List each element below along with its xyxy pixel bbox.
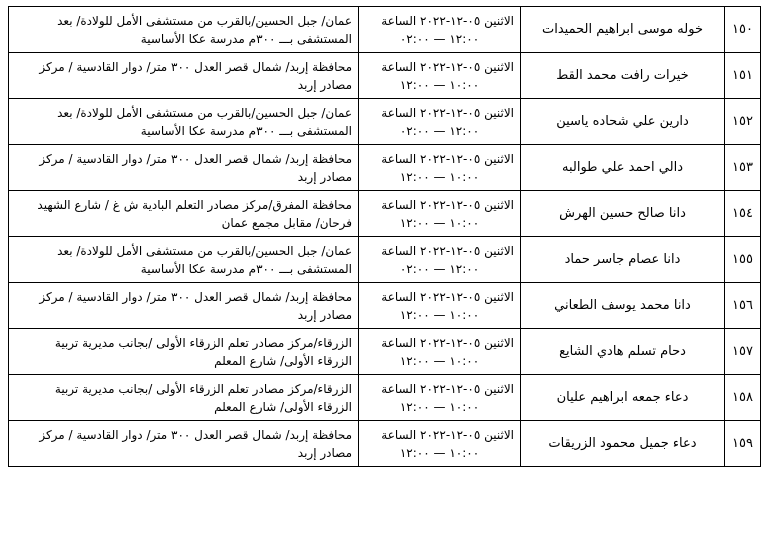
row-number: ١٥٤ bbox=[732, 205, 753, 221]
location-cell bbox=[9, 237, 359, 283]
location-cell bbox=[9, 375, 359, 421]
location-cell bbox=[9, 191, 359, 237]
location-line-1: الزرقاء/مركز مصادر تعلم الزرقاء الأولى /بجانب مديرية تربية bbox=[54, 381, 352, 396]
exam-date: الاثنين ٠٥-١٢-٢٠٢٢ الساعة bbox=[381, 59, 514, 74]
location-line-1: محافظة إربد/ شمال قصر العدل ٣٠٠ متر/ دوار القادسية / مركز bbox=[39, 59, 352, 74]
exam-time: ١٠:٠٠ — ١٢:٠٠ bbox=[399, 353, 480, 368]
row-number: ١٥١ bbox=[732, 67, 753, 83]
name-cell bbox=[521, 145, 725, 191]
exam-date: الاثنين ٠٥-١٢-٢٠٢٢ الساعة bbox=[381, 197, 514, 212]
location-line-2: مصادر إربد bbox=[297, 169, 352, 184]
name-cell bbox=[521, 99, 725, 145]
applicant-name: خيرات رافت محمد القط bbox=[556, 67, 689, 83]
name-cell bbox=[521, 53, 725, 99]
row-number: ١٥٨ bbox=[732, 389, 753, 405]
row-number-cell bbox=[725, 283, 761, 329]
exam-date: الاثنين ٠٥-١٢-٢٠٢٢ الساعة bbox=[381, 289, 514, 304]
location-line-1: محافظة إربد/ شمال قصر العدل ٣٠٠ متر/ دوار القادسية / مركز bbox=[39, 289, 352, 304]
name-cell bbox=[521, 375, 725, 421]
exam-date: الاثنين ٠٥-١٢-٢٠٢٢ الساعة bbox=[381, 105, 514, 120]
exam-time: ١٠:٠٠ — ١٢:٠٠ bbox=[399, 307, 480, 322]
applicant-name: دانا صالح حسين الهرش bbox=[559, 205, 686, 221]
location-line-2: مصادر إربد bbox=[297, 77, 352, 92]
location-cell bbox=[9, 145, 359, 191]
location-line-2: المستشفى بـــ ٣٠٠م مدرسة عكا الأساسية bbox=[140, 31, 352, 46]
row-number-cell bbox=[725, 99, 761, 145]
location-cell bbox=[9, 421, 359, 467]
location-line-1: عمان/ جبل الحسين/بالقرب من مستشفى الأمل للولادة/ بعد bbox=[57, 105, 352, 120]
exam-time: ١٠:٠٠ — ١٢:٠٠ bbox=[399, 445, 480, 460]
date-time-cell bbox=[359, 237, 521, 283]
name-cell bbox=[521, 7, 725, 53]
location-line-2: المستشفى بـــ ٣٠٠م مدرسة عكا الأساسية bbox=[140, 261, 352, 276]
table-row bbox=[9, 283, 761, 329]
exam-time: ١٠:٠٠ — ١٢:٠٠ bbox=[399, 399, 480, 414]
row-number-cell bbox=[725, 191, 761, 237]
exam-date: الاثنين ٠٥-١٢-٢٠٢٢ الساعة bbox=[381, 243, 514, 258]
location-line-2: مصادر إربد bbox=[297, 307, 352, 322]
location-line-1: محافظة المفرق/مركز مصادر التعلم البادية ش غ / شارع الشهيد bbox=[37, 197, 352, 212]
table-row bbox=[9, 7, 761, 53]
applicant-name: خوله موسى ابراهيم الحميدات bbox=[541, 21, 703, 37]
exam-time: ١٠:٠٠ — ١٢:٠٠ bbox=[399, 77, 480, 92]
applicant-name: دانا محمد يوسف الطعاني bbox=[554, 297, 691, 313]
date-time-cell bbox=[359, 421, 521, 467]
schedule-table-body bbox=[9, 7, 761, 467]
row-number-cell bbox=[725, 145, 761, 191]
table-row bbox=[9, 329, 761, 375]
name-cell bbox=[521, 191, 725, 237]
applicant-name: دعاء جميل محمود الزريقات bbox=[548, 435, 697, 451]
row-number: ١٥٧ bbox=[732, 343, 753, 359]
row-number-cell bbox=[725, 53, 761, 99]
row-number-cell bbox=[725, 375, 761, 421]
table-row bbox=[9, 237, 761, 283]
location-line-2: الزرقاء الأولى/ شارع المعلم bbox=[214, 353, 352, 368]
exam-date: الاثنين ٠٥-١٢-٢٠٢٢ الساعة bbox=[381, 335, 514, 350]
row-number: ١٥٥ bbox=[732, 251, 753, 267]
location-line-1: محافظة إربد/ شمال قصر العدل ٣٠٠ متر/ دوار القادسية / مركز bbox=[39, 427, 352, 442]
date-time-cell bbox=[359, 99, 521, 145]
table-row bbox=[9, 145, 761, 191]
row-number-cell bbox=[725, 7, 761, 53]
exam-date: الاثنين ٠٥-١٢-٢٠٢٢ الساعة bbox=[381, 13, 514, 28]
location-line-1: محافظة إربد/ شمال قصر العدل ٣٠٠ متر/ دوار القادسية / مركز bbox=[39, 151, 352, 166]
date-time-cell bbox=[359, 329, 521, 375]
row-number-cell bbox=[725, 421, 761, 467]
date-time-cell bbox=[359, 7, 521, 53]
location-line-1: عمان/ جبل الحسين/بالقرب من مستشفى الأمل للولادة/ بعد bbox=[57, 243, 352, 258]
exam-time: ١٢:٠٠ — ٠٢:٠٠ bbox=[399, 261, 480, 276]
applicant-name: دحام تسلم هادي الشايع bbox=[559, 343, 686, 359]
table-row bbox=[9, 53, 761, 99]
row-number-cell bbox=[725, 237, 761, 283]
date-time-cell bbox=[359, 283, 521, 329]
location-cell bbox=[9, 329, 359, 375]
exam-date: الاثنين ٠٥-١٢-٢٠٢٢ الساعة bbox=[381, 151, 514, 166]
location-line-2: الزرقاء الأولى/ شارع المعلم bbox=[214, 399, 352, 414]
table-row bbox=[9, 99, 761, 145]
location-line-2: فرحان/ مقابل مجمع عمان bbox=[221, 215, 352, 230]
row-number: ١٥٩ bbox=[732, 435, 753, 451]
exam-time: ١٢:٠٠ — ٠٢:٠٠ bbox=[399, 31, 480, 46]
location-line-1: عمان/ جبل الحسين/بالقرب من مستشفى الأمل للولادة/ بعد bbox=[57, 13, 352, 28]
applicant-name: دالي احمد علي طوالبه bbox=[561, 159, 683, 175]
exam-time: ١٢:٠٠ — ٠٢:٠٠ bbox=[399, 123, 480, 138]
date-time-cell bbox=[359, 145, 521, 191]
table-row bbox=[9, 421, 761, 467]
row-number: ١٥٠ bbox=[732, 21, 753, 37]
location-cell bbox=[9, 283, 359, 329]
name-cell bbox=[521, 283, 725, 329]
row-number-cell bbox=[725, 329, 761, 375]
schedule-table bbox=[8, 6, 761, 467]
location-line-2: مصادر إربد bbox=[297, 445, 352, 460]
location-line-1: الزرقاء/مركز مصادر تعلم الزرقاء الأولى /بجانب مديرية تربية bbox=[54, 335, 352, 350]
location-cell bbox=[9, 53, 359, 99]
date-time-cell bbox=[359, 191, 521, 237]
date-time-cell bbox=[359, 375, 521, 421]
table-row bbox=[9, 375, 761, 421]
applicant-name: دعاء جمعه ابراهيم عليان bbox=[556, 389, 689, 405]
exam-time: ١٠:٠٠ — ١٢:٠٠ bbox=[399, 169, 480, 184]
location-line-2: المستشفى بـــ ٣٠٠م مدرسة عكا الأساسية bbox=[140, 123, 352, 138]
exam-date: الاثنين ٠٥-١٢-٢٠٢٢ الساعة bbox=[381, 381, 514, 396]
date-time-cell bbox=[359, 53, 521, 99]
name-cell bbox=[521, 237, 725, 283]
exam-time: ١٠:٠٠ — ١٢:٠٠ bbox=[399, 215, 480, 230]
name-cell bbox=[521, 421, 725, 467]
row-number: ١٥٦ bbox=[732, 297, 753, 313]
name-cell bbox=[521, 329, 725, 375]
exam-date: الاثنين ٠٥-١٢-٢٠٢٢ الساعة bbox=[381, 427, 514, 442]
applicant-name: دانا عصام جاسر حماد bbox=[564, 251, 681, 267]
location-cell bbox=[9, 7, 359, 53]
row-number: ١٥٣ bbox=[732, 159, 753, 175]
applicant-name: دارين علي شحاده ياسين bbox=[556, 113, 689, 129]
row-number: ١٥٢ bbox=[732, 113, 753, 129]
location-cell bbox=[9, 99, 359, 145]
table-row bbox=[9, 191, 761, 237]
